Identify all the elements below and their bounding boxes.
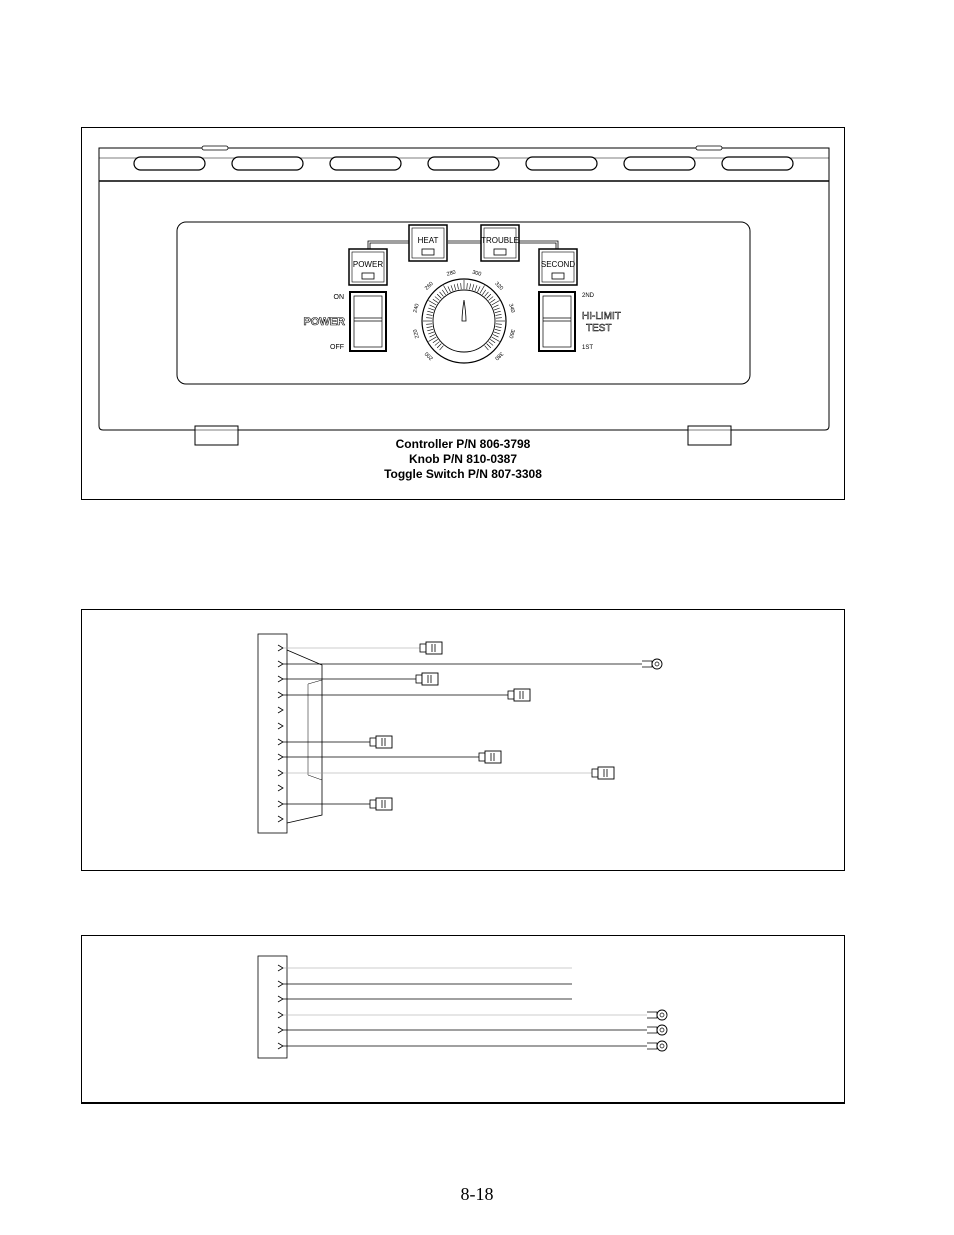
mount-tab-left bbox=[202, 146, 228, 150]
indicator-trouble-label: TROUBLE bbox=[481, 236, 519, 245]
dial-tick-label: 240 bbox=[412, 303, 421, 314]
caption-toggle-pn: Toggle Switch P/N 807-3308 bbox=[384, 467, 542, 481]
ring-terminal bbox=[647, 1010, 667, 1020]
dial-tick-label: 200 bbox=[423, 350, 435, 362]
power-switch-on-label: ON bbox=[333, 294, 344, 301]
test-switch-label-2: TEST bbox=[586, 323, 612, 334]
harness-b-wires bbox=[283, 968, 667, 1051]
hi-limit-test-switch[interactable] bbox=[539, 292, 621, 351]
wire-harness-a-drawing bbox=[82, 610, 846, 872]
indicator-heat bbox=[409, 225, 447, 261]
test-switch-2nd-label: 2ND bbox=[582, 293, 595, 299]
wire-harness-b-drawing bbox=[82, 936, 846, 1105]
page-number: 8-18 bbox=[460, 1184, 494, 1204]
mount-tab-right bbox=[696, 146, 722, 150]
indicator-trouble bbox=[481, 225, 519, 261]
power-switch-off-label: OFF bbox=[330, 344, 344, 351]
dial-tick-label: 220 bbox=[412, 328, 421, 339]
ring-terminal bbox=[647, 1041, 667, 1051]
power-switch[interactable] bbox=[303, 292, 386, 351]
ring-terminal bbox=[647, 1025, 667, 1035]
wire-harness-panel-b bbox=[81, 935, 845, 1104]
indicator-power-label: POWER bbox=[352, 260, 384, 269]
temperature-dial[interactable] bbox=[413, 270, 516, 363]
connector-block-b bbox=[258, 956, 287, 1058]
power-switch-label: POWER bbox=[303, 316, 345, 328]
dial-tick-label: 280 bbox=[446, 269, 457, 278]
dial-tick-label: 340 bbox=[507, 303, 516, 314]
dial-tick-label: 260 bbox=[423, 280, 435, 292]
indicator-heat-label: HEAT bbox=[417, 236, 439, 245]
indicator-links bbox=[368, 241, 558, 251]
dial-tick-label: 320 bbox=[493, 280, 505, 292]
wire-bundle-outline bbox=[287, 650, 322, 823]
spade-terminal bbox=[416, 673, 438, 685]
harness-a-wires bbox=[283, 642, 662, 810]
caption-knob-pn: Knob P/N 810-0387 bbox=[408, 452, 518, 466]
indicator-second bbox=[539, 249, 577, 285]
indicator-second-label: SECOND bbox=[540, 260, 576, 269]
indicator-power bbox=[349, 249, 387, 285]
spade-terminal bbox=[479, 751, 501, 763]
spade-terminal bbox=[508, 689, 530, 701]
controller-panel bbox=[81, 127, 845, 500]
spade-terminal bbox=[420, 642, 442, 654]
dial-tick-label: 380 bbox=[493, 350, 505, 362]
test-switch-label-1: HI-LIMIT bbox=[582, 311, 621, 322]
dial-tick-label: 300 bbox=[471, 269, 482, 278]
wire-harness-panel-a bbox=[81, 609, 845, 871]
spade-terminal bbox=[370, 736, 392, 748]
spade-terminal bbox=[370, 798, 392, 810]
caption-controller-pn: Controller P/N 806-3798 bbox=[395, 437, 531, 451]
ring-terminal bbox=[642, 659, 662, 669]
test-switch-1st-label: 1ST bbox=[582, 345, 594, 351]
vent-slots bbox=[134, 157, 793, 170]
spade-terminal bbox=[592, 767, 614, 779]
dial-tick-label: 360 bbox=[507, 328, 516, 339]
